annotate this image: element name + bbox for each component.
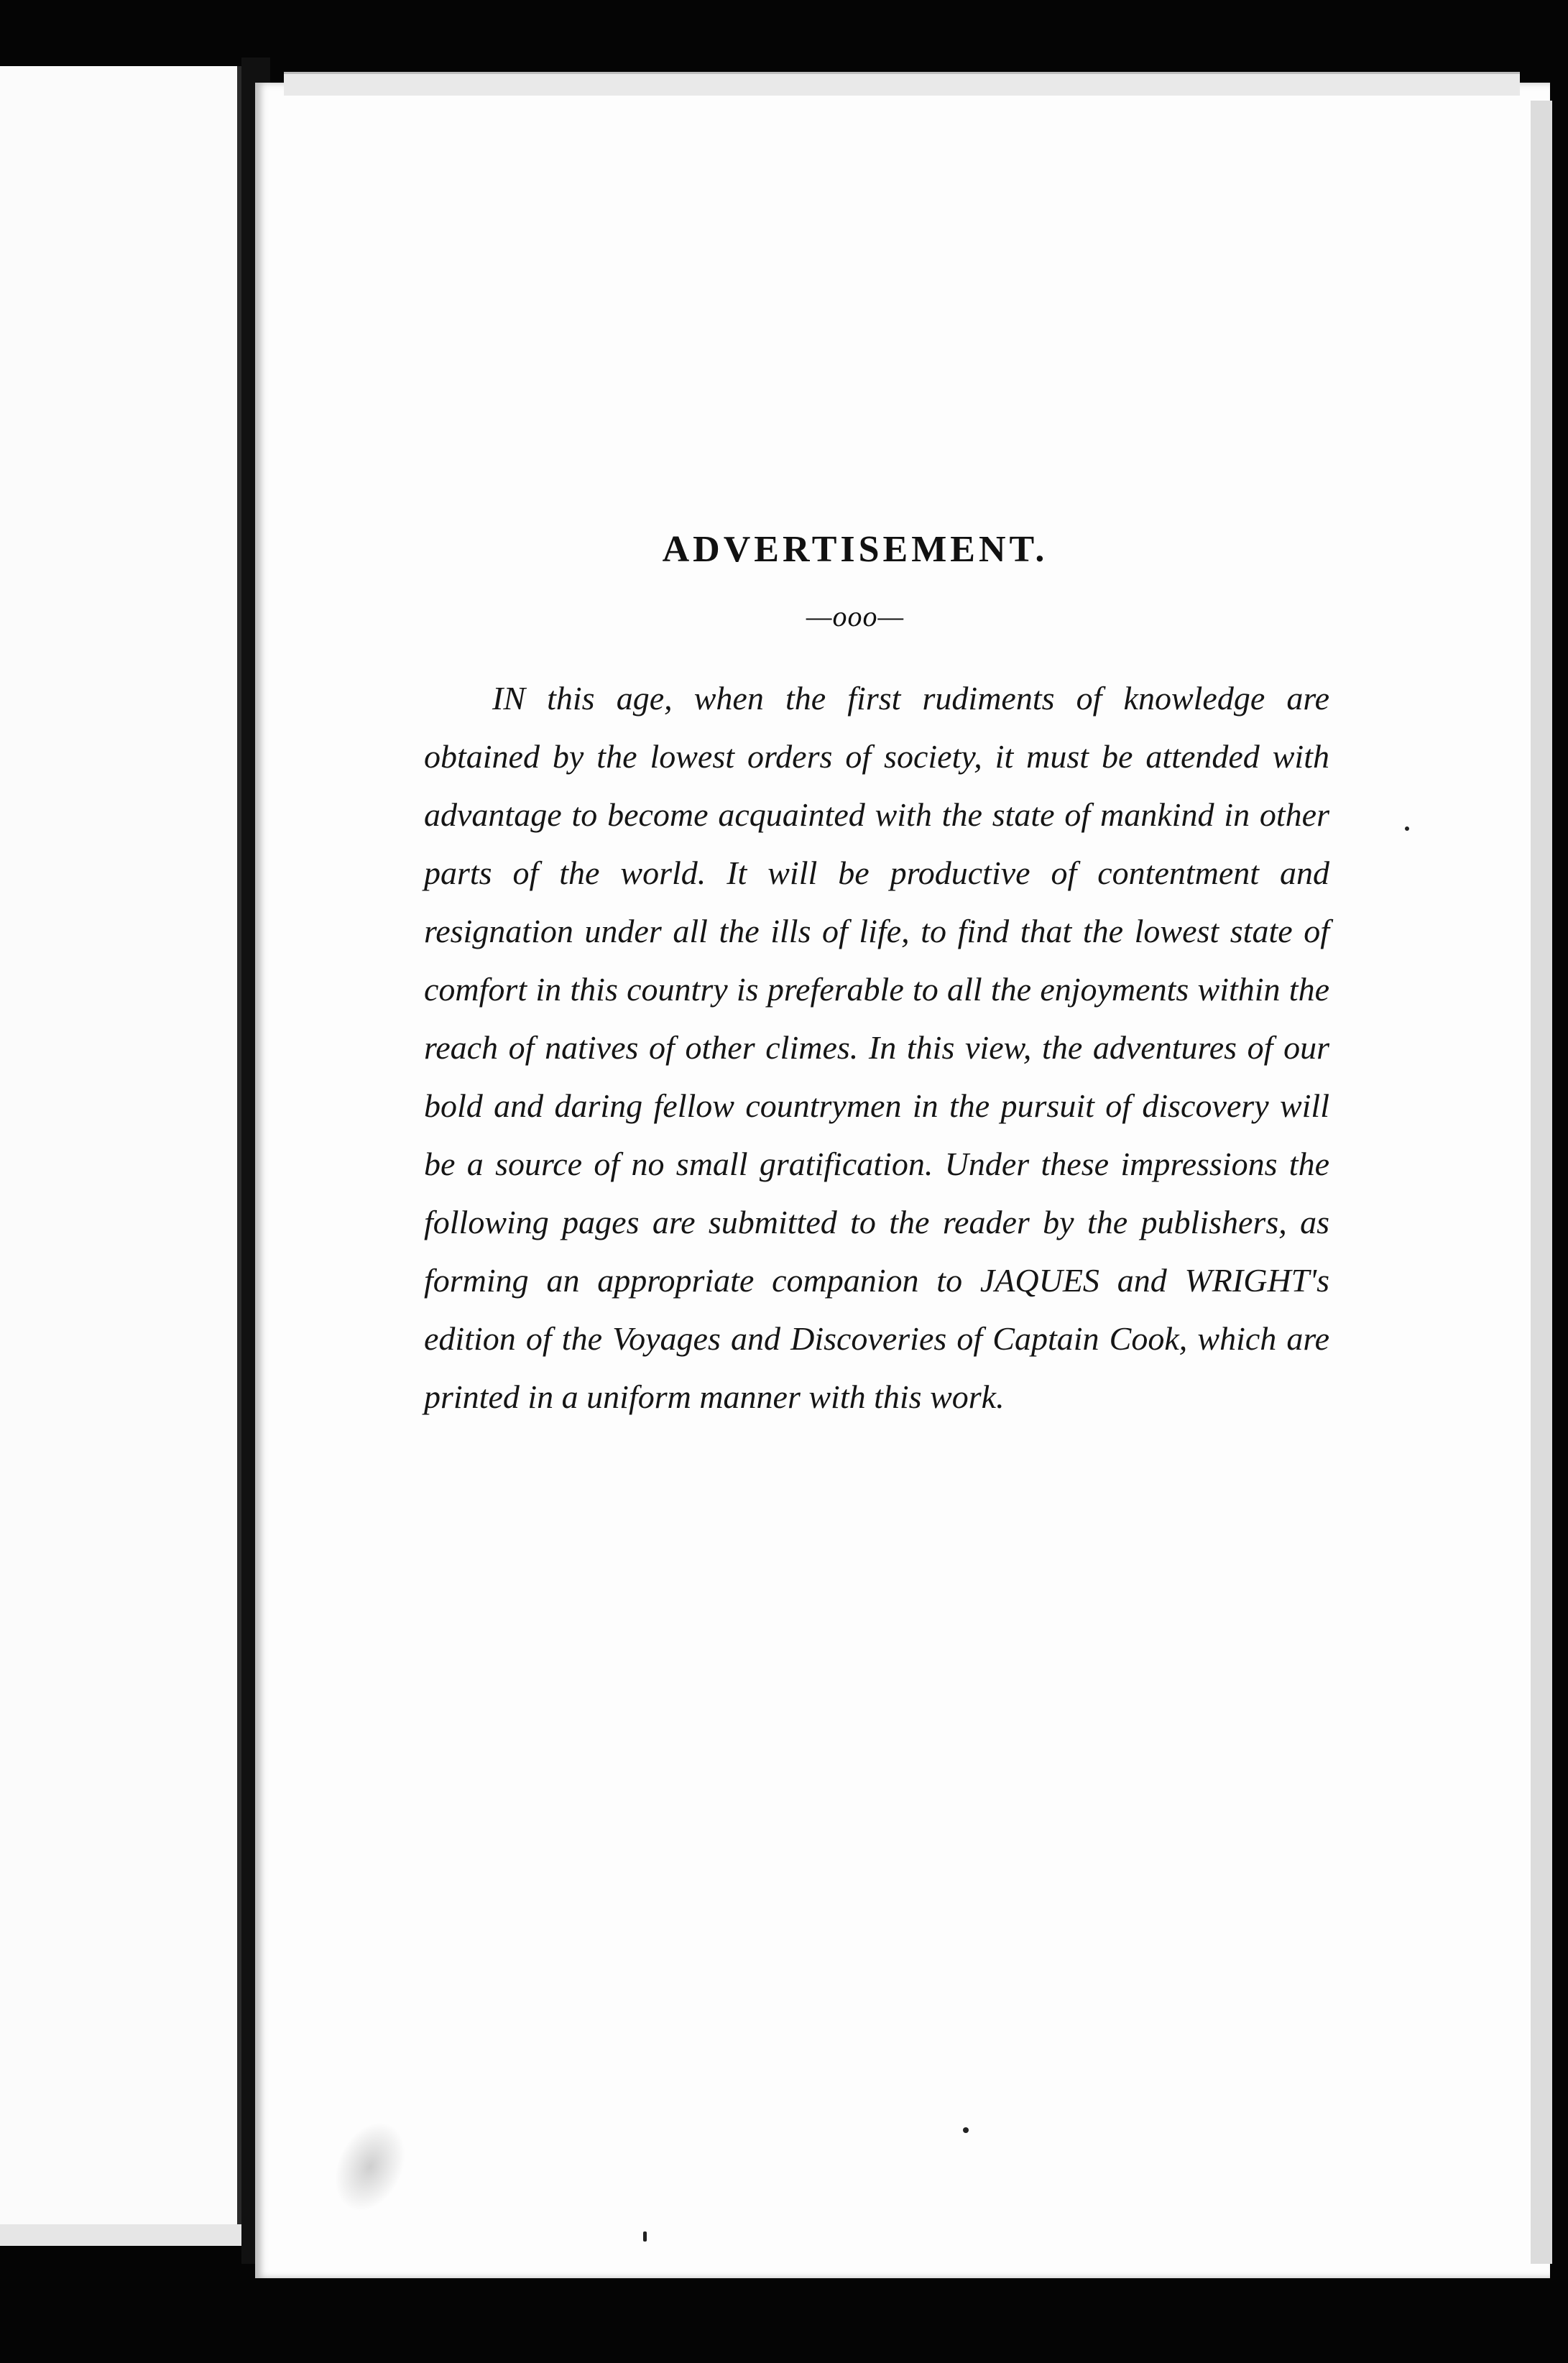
ornament-divider: —ooo— bbox=[806, 600, 905, 632]
left-page bbox=[0, 66, 241, 2244]
page-speck bbox=[643, 2231, 647, 2242]
page-speck bbox=[963, 2127, 969, 2133]
advertisement-paragraph: IN this age, when the first rudiments of knowledge are obtained by the lowest orders of society, it must be attended with advantage to become acquainted with the state of mankind in other parts of the world. It will be productive of contentment and resignation under all the ills of life, to find that the lowest state of comfort in this country is preferable to all the enjoyments within the reach of natives of other climes. In this view, the adventures of our bold and daring fellow countrymen in the pursuit of discovery will be a source of no small gratification. Under these impressions the following pages are submitted to the reader by the publishers, as forming an appropriate companion to JAQUES and WRIGHT's edition of the Voyages and Discoveries of Captain Cook, which are printed in a uniform manner with this work. bbox=[424, 680, 1329, 1415]
right-page-top-edge bbox=[284, 72, 1520, 96]
left-page-bottom-edge bbox=[0, 2224, 244, 2246]
right-page-right-edge bbox=[1531, 101, 1552, 2264]
page-title: ADVERTISEMENT. bbox=[662, 529, 1048, 570]
page-speck bbox=[1405, 826, 1409, 831]
advertisement-content bbox=[424, 528, 1329, 1426]
